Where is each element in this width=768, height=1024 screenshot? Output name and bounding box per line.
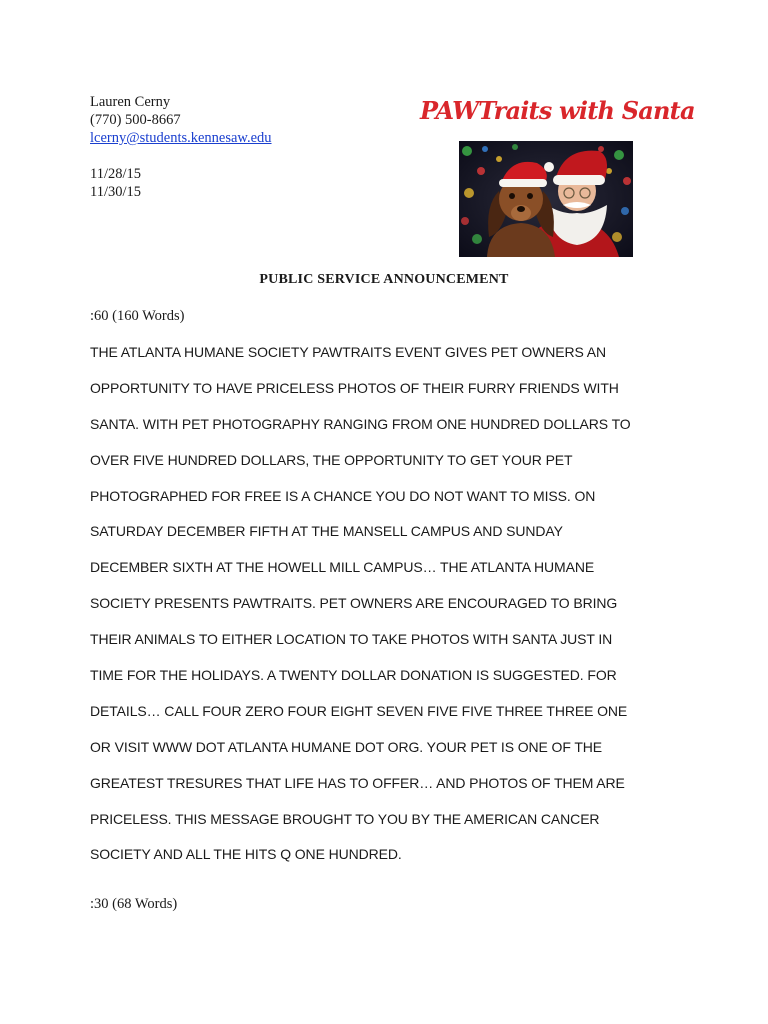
script-line: OR VISIT WWW DOT ATLANTA HUMANE DOT ORG. YOUR PET IS ONE OF THE bbox=[90, 738, 603, 755]
script-line: DETAILS… CALL FOUR ZERO FOUR EIGHT SEVEN FIVE FIVE THREE THREE ONE bbox=[90, 702, 628, 719]
author-email-link[interactable]: lcerny@students.kennesaw.edu bbox=[90, 130, 272, 146]
spot-30-label: :30 (68 Words) bbox=[90, 896, 178, 912]
spot-60-script bbox=[90, 341, 690, 879]
script-line: SATURDAY DECEMBER FIFTH AT THE MANSELL CAMPUS AND SUNDAY bbox=[90, 523, 563, 540]
page-title bbox=[0, 272, 768, 288]
date-block bbox=[90, 165, 141, 201]
author-name: Lauren Cerny bbox=[90, 94, 171, 110]
author-phone: (770) 500-8667 bbox=[90, 112, 181, 128]
script-line: THE ATLANTA HUMANE SOCIETY PAWTRAITS EVENT GIVES PET OWNERS AN bbox=[90, 344, 607, 360]
script-line: DECEMBER SIXTH AT THE HOWELL MILL CAMPUS… THE ATLANTA HUMANE bbox=[90, 559, 595, 576]
script-line: SOCIETY AND ALL THE HITS Q ONE HUNDRED. bbox=[90, 846, 402, 863]
script-line: SOCIETY PRESENTS PAWTRAITS. PET OWNERS ARE ENCOURAGED TO BRING bbox=[90, 595, 618, 612]
script-line: TIME FOR THE HOLIDAYS. A TWENTY DOLLAR DONATION IS SUGGESTED. FOR bbox=[90, 667, 617, 684]
date-line: 11/28/15 bbox=[90, 166, 142, 182]
promo-graphic bbox=[415, 96, 695, 264]
script-line: PRICELESS. THIS MESSAGE BROUGHT TO YOU BY THE AMERICAN CANCER bbox=[90, 810, 600, 827]
contact-block bbox=[90, 93, 272, 147]
script-line: OVER FIVE HUNDRED DOLLARS, THE OPPORTUNITY TO GET YOUR PET bbox=[90, 451, 573, 468]
script-line: OPPORTUNITY TO HAVE PRICELESS PHOTOS OF THEIR FURRY FRIENDS WITH bbox=[90, 379, 619, 396]
page-title-text: PUBLIC SERVICE ANNOUNCEMENT bbox=[259, 272, 509, 287]
script-line: GREATEST TRESURES THAT LIFE HAS TO OFFER… AND PHOTOS OF THEM ARE bbox=[90, 774, 625, 791]
promo-title: PAWTraits with Santa bbox=[420, 96, 695, 125]
santa-with-dog-photo bbox=[459, 141, 633, 257]
script-line: SANTA. WITH PET PHOTOGRAPHY RANGING FROM ONE HUNDRED DOLLARS TO bbox=[90, 415, 631, 432]
script-line: THEIR ANIMALS TO EITHER LOCATION TO TAKE PHOTOS WITH SANTA JUST IN bbox=[90, 631, 613, 648]
spot-60-label: :60 (160 Words) bbox=[90, 308, 185, 324]
date-line: 11/30/15 bbox=[90, 184, 142, 200]
script-line: PHOTOGRAPHED FOR FREE IS A CHANCE YOU DO NOT WANT TO MISS. ON bbox=[90, 487, 596, 504]
